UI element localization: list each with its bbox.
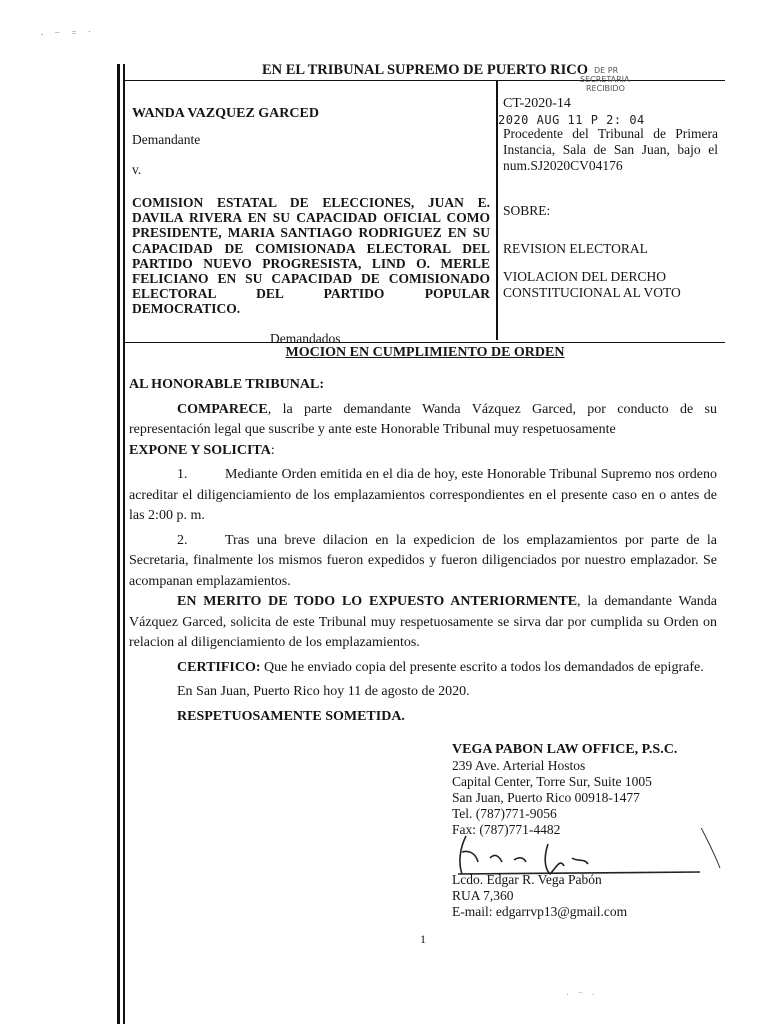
- law-firm-name: VEGA PABON LAW OFFICE, P.S.C.: [452, 742, 678, 757]
- comparece-bold: COMPARECE: [177, 401, 268, 417]
- paragraph-certifico: [129, 658, 717, 679]
- paragraph-comparece: [129, 400, 717, 441]
- stamp-line-3: RECIBIDO: [586, 84, 625, 93]
- address-line-3: San Juan, Puerto Rico 00918-1477: [452, 790, 640, 805]
- left-margin-line-outer: [117, 64, 120, 1024]
- motion-title: MOCION EN CUMPLIMIENTO DE ORDEN: [125, 342, 725, 361]
- scan-artifact-marks: · ⁻ ⁼ ˙: [40, 29, 96, 41]
- merito-bold: EN MERITO DE TODO LO EXPUESTO ANTERIORMENTE: [177, 594, 578, 609]
- signature-block: [452, 742, 677, 838]
- procedente-text: Procedente del Tribunal de Primera Instancia, Sala de San Juan, bajo el num.SJ2020CV04176: [503, 126, 718, 173]
- numbered-item-1: [129, 465, 717, 527]
- motion-body: [129, 375, 717, 727]
- caption-parties: [132, 104, 490, 317]
- item-2-number: 2.: [177, 532, 188, 548]
- merito-text: , la demandante Wanda Vázquez Garced, solicita de este Tribunal muy respetuosamente se sirva dar por cumplida su Orden on relacion al diligenciamiento de los emplazamientos.: [129, 594, 717, 650]
- address-line-2: Capital Center, Torre Sur, Suite 1005: [452, 774, 652, 789]
- numbered-item-2: [129, 531, 717, 593]
- sobre-item-revision: REVISION ELECTORAL: [503, 241, 648, 256]
- expone-bold: EXPONE Y SOLICITA: [129, 442, 271, 458]
- telephone: Tel. (787)771-9056: [452, 806, 557, 821]
- stamp-line-2: SECRETARIA: [580, 75, 630, 84]
- case-number: CT-2020-14: [503, 96, 571, 111]
- scan-artifact-foot: · ⁻ ·: [566, 990, 598, 1001]
- comparece-text: , la parte demandante Wanda Vázquez Garced, por conducto de su representación legal que suscribe y ante este Honorable Tribunal muy respetuosamente: [129, 401, 717, 437]
- plaintiff-role: Demandante: [132, 132, 201, 147]
- versus: v.: [132, 162, 142, 177]
- lawyer-name: Lcdo. Edgar R. Vega Pabón: [452, 872, 602, 887]
- email: E-mail: edgarrvp13@gmail.com: [452, 904, 628, 919]
- stamp-date: 2020 AUG 11 P 2: 04: [498, 113, 645, 127]
- expone-colon: :: [270, 442, 275, 458]
- sobre-label: SOBRE:: [503, 203, 551, 218]
- plaintiff-name: WANDA VAZQUEZ GARCED: [132, 106, 319, 121]
- item-1-text: Mediante Orden emitida en el dia de hoy, este Honorable Tribunal Supremo nos ordeno acreditar el diligenciamiento de los emplazamientos correspondientes en el presente caso en o antes de las 2:00 p. m.: [129, 467, 717, 523]
- salutation: AL HONORABLE TRIBUNAL:: [129, 377, 325, 392]
- lawyer-info: [452, 872, 627, 920]
- paragraph-merito: [129, 592, 717, 654]
- item-1-number: 1.: [177, 467, 188, 482]
- item-2-text: Tras una breve dilacion en la expedicion de los emplazamientos por parte de la Secretaria, finalmente los mismos fueron expedidos y fueron diligenciados por nuestro emplazador. Se acompanan emplazamientos.: [129, 532, 717, 589]
- left-margin-line-inner: [123, 64, 125, 1024]
- fax: Fax: (787)771-4482: [452, 822, 561, 837]
- received-stamp: [580, 66, 629, 93]
- stamp-line-1: DE PR: [594, 66, 619, 75]
- court-title: EN EL TRIBUNAL SUPREMO DE PUERTO RICO: [125, 62, 725, 81]
- rua-number: RUA 7,360: [452, 888, 514, 903]
- address-line-1: 239 Ave. Arterial Hostos: [452, 758, 586, 773]
- defendants-list: COMISION ESTATAL DE ELECCIONES, JUAN E. DAVILA RIVERA EN SU CAPACIDAD OFICIAL COMO PRESIDENTE, MARIA SANTIAGO RODRIGUEZ EN SU CAPACIDAD DE COMISIONADA ELECTORAL DEL PARTIDO NUEVO PROGRESISTA, LIND O. MERLE FELICIANO EN SU CAPACIDAD DE COMISIONADO ELECTORAL DEL PARTIDO POPULAR DEMOCRATICO.: [132, 195, 490, 317]
- certifico-bold: CERTIFICO:: [177, 659, 261, 675]
- closing: RESPETUOSAMENTE SOMETIDA.: [177, 708, 405, 724]
- expone-line: [129, 441, 717, 462]
- defendants-role: Demandados: [270, 331, 341, 346]
- sobre-item-violacion: VIOLACION DEL DERCHO CONSTITUCIONAL AL VOTO: [503, 269, 681, 300]
- place-and-date: En San Juan, Puerto Rico hoy 11 de agosto de 2020.: [177, 684, 470, 699]
- certifico-text: Que he enviado copia del presente escrito a todos los demandados de epigrafe.: [260, 659, 704, 675]
- page-number: 1: [420, 932, 426, 946]
